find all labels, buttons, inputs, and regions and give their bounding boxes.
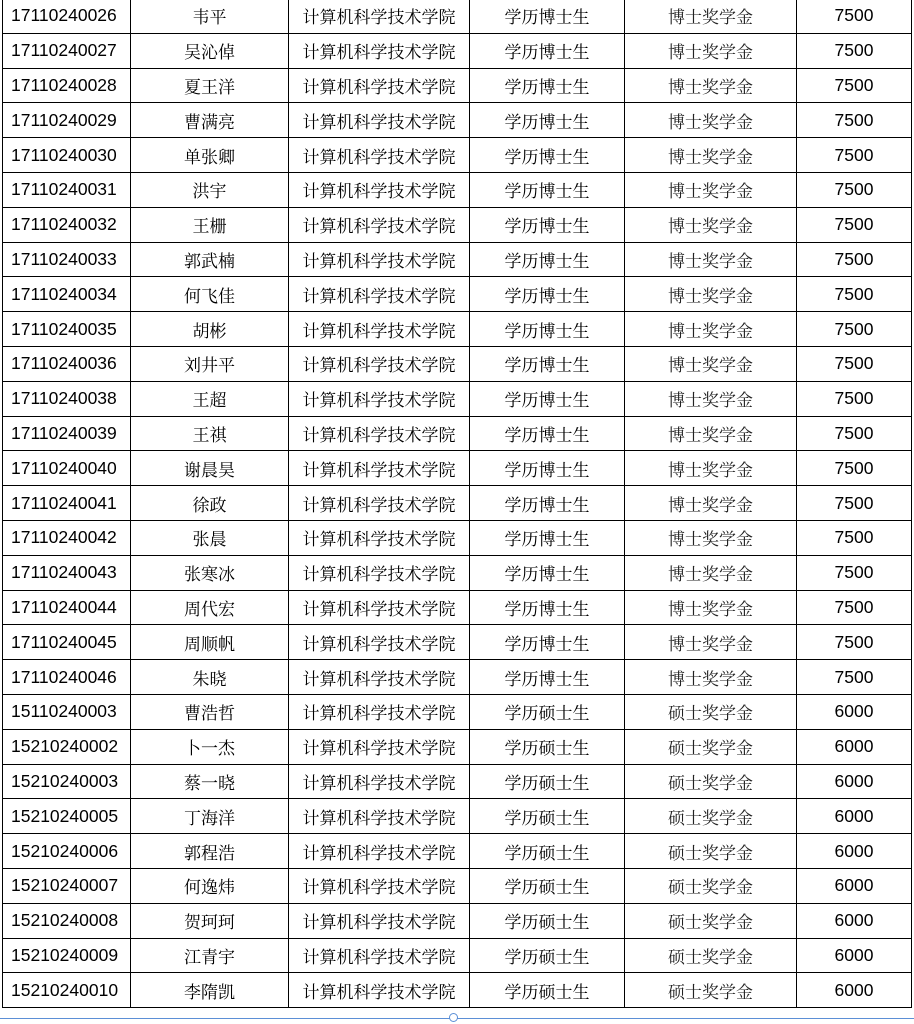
award-cell: 硕士奖学金: [625, 694, 797, 729]
table-row: [3, 799, 912, 834]
student-type-cell: 学历硕士生: [470, 868, 625, 903]
table-row: [3, 729, 912, 764]
amount-cell: 7500: [797, 381, 912, 416]
school-cell: 计算机科学技术学院: [289, 68, 470, 103]
student-id-cell: 17110240031: [3, 172, 131, 207]
amount-cell: 7500: [797, 625, 912, 660]
table-row: [3, 68, 912, 103]
student-type-cell: 学历博士生: [470, 312, 625, 347]
school-cell: 计算机科学技术学院: [289, 660, 470, 695]
award-cell: 博士奖学金: [625, 451, 797, 486]
name-cell: 胡彬: [131, 312, 289, 347]
name-cell: 王祺: [131, 416, 289, 451]
amount-cell: 7500: [797, 660, 912, 695]
award-cell: 博士奖学金: [625, 138, 797, 173]
school-cell: 计算机科学技术学院: [289, 799, 470, 834]
name-cell: 卜一杰: [131, 729, 289, 764]
award-cell: 博士奖学金: [625, 381, 797, 416]
name-cell: 周代宏: [131, 590, 289, 625]
amount-cell: 7500: [797, 0, 912, 33]
name-cell: 江青宇: [131, 938, 289, 973]
student-type-cell: 学历硕士生: [470, 764, 625, 799]
student-id-cell: 17110240033: [3, 242, 131, 277]
award-cell: 硕士奖学金: [625, 834, 797, 869]
school-cell: 计算机科学技术学院: [289, 451, 470, 486]
award-cell: 硕士奖学金: [625, 973, 797, 1008]
school-cell: 计算机科学技术学院: [289, 486, 470, 521]
name-cell: 王栅: [131, 207, 289, 242]
student-type-cell: 学历博士生: [470, 346, 625, 381]
table-row: [3, 346, 912, 381]
award-cell: 硕士奖学金: [625, 868, 797, 903]
student-id-cell: 17110240038: [3, 381, 131, 416]
name-cell: 何飞佳: [131, 277, 289, 312]
amount-cell: 6000: [797, 973, 912, 1008]
school-cell: 计算机科学技术学院: [289, 834, 470, 869]
student-type-cell: 学历博士生: [470, 277, 625, 312]
name-cell: 刘井平: [131, 346, 289, 381]
award-cell: 博士奖学金: [625, 555, 797, 590]
table-row: [3, 590, 912, 625]
amount-cell: 7500: [797, 68, 912, 103]
table-body: [3, 0, 912, 1008]
award-cell: 博士奖学金: [625, 172, 797, 207]
student-id-cell: 17110240039: [3, 416, 131, 451]
student-id-cell: 17110240036: [3, 346, 131, 381]
student-id-cell: 15210240003: [3, 764, 131, 799]
student-id-cell: 17110240042: [3, 520, 131, 555]
amount-cell: 7500: [797, 33, 912, 68]
table-row: [3, 938, 912, 973]
table-row: [3, 625, 912, 660]
student-id-cell: 17110240030: [3, 138, 131, 173]
name-cell: 李隋凯: [131, 973, 289, 1008]
student-type-cell: 学历博士生: [470, 242, 625, 277]
name-cell: 张寒冰: [131, 555, 289, 590]
student-type-cell: 学历博士生: [470, 207, 625, 242]
student-type-cell: 学历博士生: [470, 68, 625, 103]
table-row: [3, 694, 912, 729]
student-type-cell: 学历博士生: [470, 0, 625, 33]
name-cell: 韦平: [131, 0, 289, 33]
student-id-cell: 17110240027: [3, 33, 131, 68]
award-cell: 博士奖学金: [625, 486, 797, 521]
student-type-cell: 学历博士生: [470, 138, 625, 173]
amount-cell: 7500: [797, 555, 912, 590]
school-cell: 计算机科学技术学院: [289, 103, 470, 138]
student-id-cell: 17110240034: [3, 277, 131, 312]
student-type-cell: 学历博士生: [470, 520, 625, 555]
name-cell: 夏王洋: [131, 68, 289, 103]
table-row: [3, 172, 912, 207]
table-row: [3, 764, 912, 799]
scholarship-table: [2, 0, 912, 1008]
student-id-cell: 17110240032: [3, 207, 131, 242]
amount-cell: 7500: [797, 207, 912, 242]
amount-cell: 7500: [797, 277, 912, 312]
amount-cell: 6000: [797, 868, 912, 903]
amount-cell: 6000: [797, 799, 912, 834]
student-id-cell: 17110240029: [3, 103, 131, 138]
name-cell: 单张卿: [131, 138, 289, 173]
award-cell: 硕士奖学金: [625, 764, 797, 799]
school-cell: 计算机科学技术学院: [289, 520, 470, 555]
table-row: [3, 207, 912, 242]
table-row: [3, 451, 912, 486]
school-cell: 计算机科学技术学院: [289, 0, 470, 33]
table-row: [3, 520, 912, 555]
student-type-cell: 学历硕士生: [470, 903, 625, 938]
school-cell: 计算机科学技术学院: [289, 172, 470, 207]
award-cell: 硕士奖学金: [625, 938, 797, 973]
school-cell: 计算机科学技术学院: [289, 138, 470, 173]
student-id-cell: 17110240045: [3, 625, 131, 660]
award-cell: 博士奖学金: [625, 590, 797, 625]
name-cell: 徐政: [131, 486, 289, 521]
amount-cell: 6000: [797, 834, 912, 869]
student-type-cell: 学历博士生: [470, 625, 625, 660]
amount-cell: 7500: [797, 103, 912, 138]
amount-cell: 7500: [797, 486, 912, 521]
student-id-cell: 17110240041: [3, 486, 131, 521]
school-cell: 计算机科学技术学院: [289, 242, 470, 277]
student-id-cell: 17110240035: [3, 312, 131, 347]
student-type-cell: 学历博士生: [470, 172, 625, 207]
award-cell: 博士奖学金: [625, 242, 797, 277]
table-row: [3, 277, 912, 312]
student-id-cell: 15210240006: [3, 834, 131, 869]
student-id-cell: 15210240010: [3, 973, 131, 1008]
table-row: [3, 0, 912, 33]
student-id-cell: 17110240044: [3, 590, 131, 625]
name-cell: 洪宇: [131, 172, 289, 207]
school-cell: 计算机科学技术学院: [289, 938, 470, 973]
name-cell: 丁海洋: [131, 799, 289, 834]
student-id-cell: 15210240005: [3, 799, 131, 834]
table-row: [3, 103, 912, 138]
amount-cell: 7500: [797, 520, 912, 555]
student-type-cell: 学历硕士生: [470, 799, 625, 834]
amount-cell: 7500: [797, 138, 912, 173]
school-cell: 计算机科学技术学院: [289, 694, 470, 729]
student-id-cell: 15210240002: [3, 729, 131, 764]
award-cell: 博士奖学金: [625, 625, 797, 660]
award-cell: 博士奖学金: [625, 416, 797, 451]
amount-cell: 6000: [797, 938, 912, 973]
student-type-cell: 学历博士生: [470, 416, 625, 451]
student-id-cell: 15210240008: [3, 903, 131, 938]
student-type-cell: 学历博士生: [470, 451, 625, 486]
table-row: [3, 868, 912, 903]
student-type-cell: 学历博士生: [470, 590, 625, 625]
school-cell: 计算机科学技术学院: [289, 416, 470, 451]
school-cell: 计算机科学技术学院: [289, 207, 470, 242]
table-row: [3, 416, 912, 451]
amount-cell: 7500: [797, 590, 912, 625]
award-cell: 博士奖学金: [625, 346, 797, 381]
award-cell: 博士奖学金: [625, 33, 797, 68]
name-cell: 王超: [131, 381, 289, 416]
student-type-cell: 学历博士生: [470, 555, 625, 590]
table-row: [3, 33, 912, 68]
school-cell: 计算机科学技术学院: [289, 277, 470, 312]
award-cell: 博士奖学金: [625, 103, 797, 138]
table-row: [3, 834, 912, 869]
student-type-cell: 学历博士生: [470, 103, 625, 138]
student-type-cell: 学历博士生: [470, 381, 625, 416]
table-row: [3, 486, 912, 521]
name-cell: 何逸炜: [131, 868, 289, 903]
school-cell: 计算机科学技术学院: [289, 346, 470, 381]
table-row: [3, 555, 912, 590]
award-cell: 博士奖学金: [625, 68, 797, 103]
student-type-cell: 学历博士生: [470, 486, 625, 521]
amount-cell: 7500: [797, 242, 912, 277]
student-type-cell: 学历硕士生: [470, 973, 625, 1008]
amount-cell: 6000: [797, 764, 912, 799]
name-cell: 周顺帆: [131, 625, 289, 660]
student-id-cell: 15110240003: [3, 694, 131, 729]
student-type-cell: 学历博士生: [470, 33, 625, 68]
school-cell: 计算机科学技术学院: [289, 625, 470, 660]
student-type-cell: 学历硕士生: [470, 834, 625, 869]
name-cell: 吴沁倬: [131, 33, 289, 68]
school-cell: 计算机科学技术学院: [289, 868, 470, 903]
name-cell: 曹满亮: [131, 103, 289, 138]
name-cell: 蔡一晓: [131, 764, 289, 799]
school-cell: 计算机科学技术学院: [289, 764, 470, 799]
name-cell: 朱晓: [131, 660, 289, 695]
student-id-cell: 15210240007: [3, 868, 131, 903]
student-id-cell: 17110240043: [3, 555, 131, 590]
student-id-cell: 17110240028: [3, 68, 131, 103]
award-cell: 硕士奖学金: [625, 729, 797, 764]
award-cell: 博士奖学金: [625, 660, 797, 695]
student-type-cell: 学历硕士生: [470, 729, 625, 764]
award-cell: 博士奖学金: [625, 277, 797, 312]
school-cell: 计算机科学技术学院: [289, 312, 470, 347]
name-cell: 谢晨昊: [131, 451, 289, 486]
school-cell: 计算机科学技术学院: [289, 590, 470, 625]
table-row: [3, 381, 912, 416]
name-cell: 郭程浩: [131, 834, 289, 869]
school-cell: 计算机科学技术学院: [289, 381, 470, 416]
table-row: [3, 903, 912, 938]
student-type-cell: 学历硕士生: [470, 938, 625, 973]
name-cell: 曹浩哲: [131, 694, 289, 729]
school-cell: 计算机科学技术学院: [289, 729, 470, 764]
student-id-cell: 17110240040: [3, 451, 131, 486]
amount-cell: 7500: [797, 172, 912, 207]
amount-cell: 6000: [797, 729, 912, 764]
amount-cell: 7500: [797, 346, 912, 381]
student-type-cell: 学历博士生: [470, 660, 625, 695]
table-row: [3, 660, 912, 695]
school-cell: 计算机科学技术学院: [289, 33, 470, 68]
award-cell: 硕士奖学金: [625, 799, 797, 834]
student-id-cell: 17110240046: [3, 660, 131, 695]
award-cell: 博士奖学金: [625, 207, 797, 242]
table-row: [3, 312, 912, 347]
table-row: [3, 242, 912, 277]
table-row: [3, 973, 912, 1008]
amount-cell: 6000: [797, 903, 912, 938]
student-id-cell: 15210240009: [3, 938, 131, 973]
student-type-cell: 学历硕士生: [470, 694, 625, 729]
award-cell: 博士奖学金: [625, 312, 797, 347]
amount-cell: 7500: [797, 451, 912, 486]
amount-cell: 7500: [797, 416, 912, 451]
student-id-cell: 17110240026: [3, 0, 131, 33]
resize-handle[interactable]: [449, 1013, 458, 1022]
award-cell: 博士奖学金: [625, 520, 797, 555]
name-cell: 张晨: [131, 520, 289, 555]
award-cell: 博士奖学金: [625, 0, 797, 33]
name-cell: 贺珂珂: [131, 903, 289, 938]
school-cell: 计算机科学技术学院: [289, 555, 470, 590]
amount-cell: 6000: [797, 694, 912, 729]
table-row: [3, 138, 912, 173]
school-cell: 计算机科学技术学院: [289, 973, 470, 1008]
award-cell: 硕士奖学金: [625, 903, 797, 938]
amount-cell: 7500: [797, 312, 912, 347]
school-cell: 计算机科学技术学院: [289, 903, 470, 938]
name-cell: 郭武楠: [131, 242, 289, 277]
